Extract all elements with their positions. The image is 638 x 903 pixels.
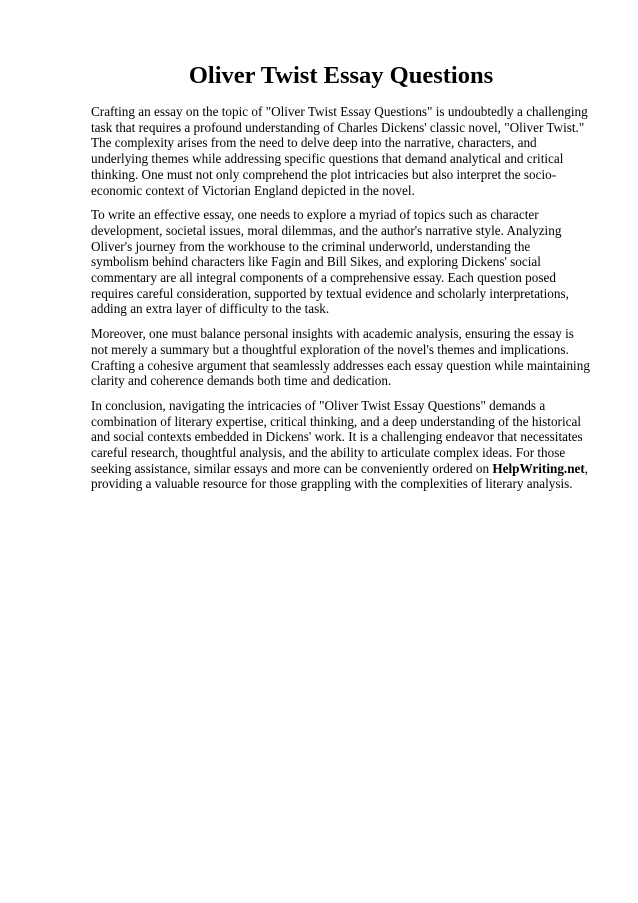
paragraph-2: To write an effective essay, one needs to explore a myriad of topics such as character development, societal issues, moral dilemmas, and the author's narrative style. Analyzing Oliver's journey from the workhouse to the criminal underworld, understanding the symbolism behind characters like Fagin and Bill Sikes, and exploring Dickens' social commentary are all integral components of a comprehensive essay. Each question posed requires careful consideration, supported by textual evidence and scholarly interpretations, adding an extra layer of difficulty to the task.: [91, 207, 569, 317]
paragraph-3: Moreover, one must balance personal insights with academic analysis, ensuring the essay is not merely a summary but a thoughtful exploration of the novel's themes and implications. Crafting a cohesive argument that seamlessly addresses each essay question while maintaining clarity and coherence demands both time and dedication.: [91, 326, 590, 389]
document-content: [91, 58, 591, 501]
helpwriting-link[interactable]: HelpWriting.net: [492, 460, 585, 476]
paragraph-1: Crafting an essay on the topic of "Oliver Twist Essay Questions" is undoubtedly a challenging task that requires a profound understanding of Charles Dickens' classic novel, "Oliver Twist." The complexity arises from the need to delve deep into the narrative, characters, and underlying themes while addressing specific questions that demand analytical and critical thinking. One must not only comprehend the plot intricacies but also interpret the socio-economic context of Victorian England depicted in the novel.: [91, 104, 588, 198]
conclusion-text: In conclusion, navigating the intricacies of "Oliver Twist Essay Questions" demands a combination of literary expertise, critical thinking, and a deep understanding of the historical and social contexts embedded in Dickens' work. It is a challenging endeavor that necessitates careful research, thoughtful analysis, and the ability to articulate complex ideas. For those seeking assistance, similar essays and more can be conveniently ordered on: [91, 397, 583, 476]
conclusion-text-end: , providing a valuable resource for those grappling with the complexities of literary analysis.: [91, 460, 589, 492]
document-title: Oliver Twist Essay Questions: [188, 62, 494, 89]
paragraph-conclusion: [91, 398, 591, 492]
